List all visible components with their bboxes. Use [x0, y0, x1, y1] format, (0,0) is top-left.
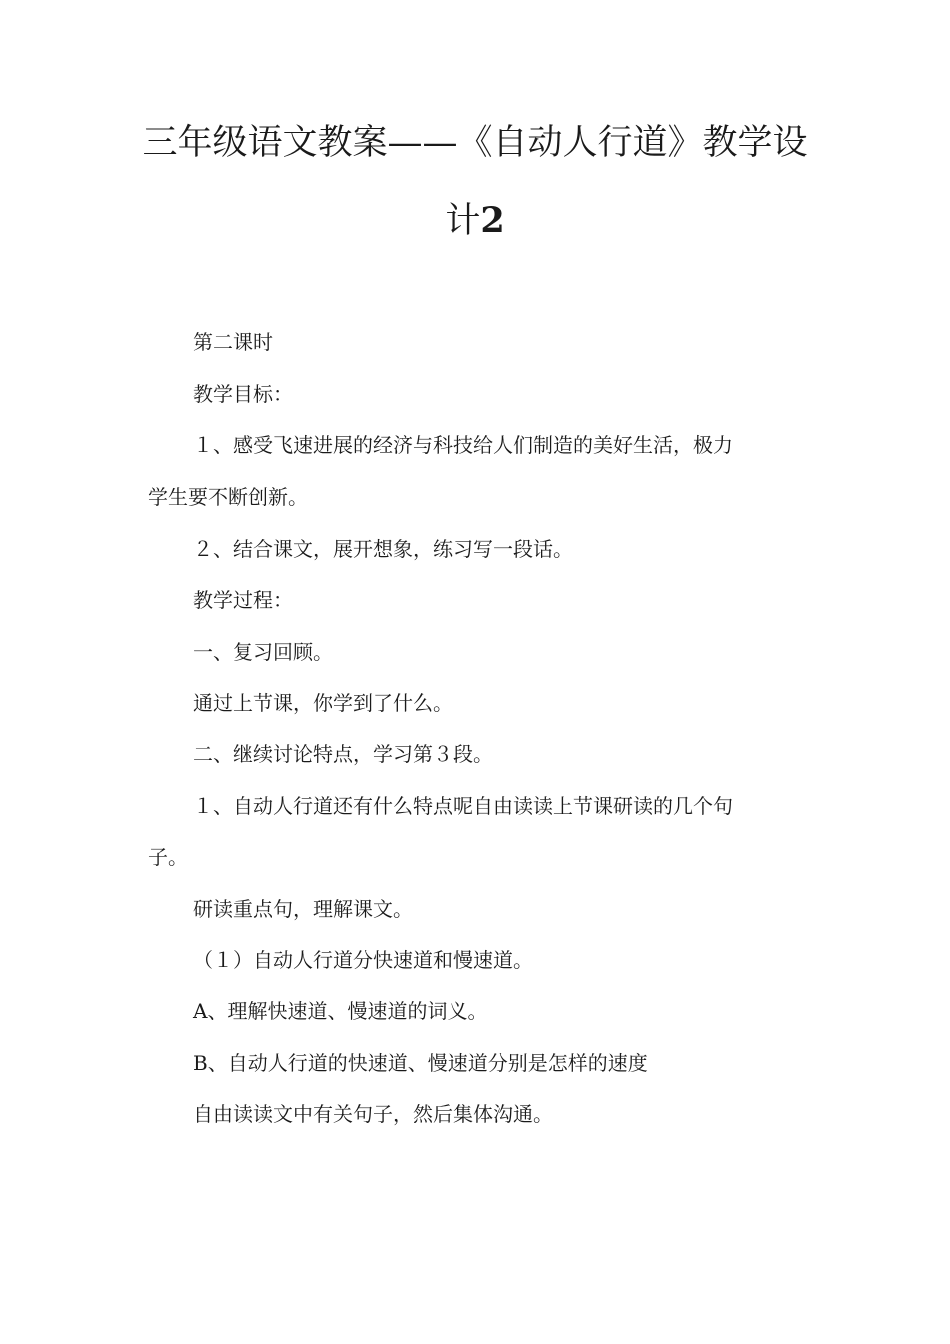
- paragraph-point-b: B、自动人行道的快速道、慢速道分别是怎样的速度: [193, 1051, 648, 1075]
- document-title-line-1: 三年级语文教案——《自动人行道》教学设: [142, 123, 808, 163]
- paragraph-teaching-goals-heading: 教学目标：: [193, 382, 293, 406]
- paragraph-point-1: （１）自动人行道分快速道和慢速道。: [193, 948, 533, 972]
- paragraph-lesson-period: 第二课时: [193, 330, 273, 354]
- paragraph-process-heading: 教学过程：: [193, 588, 293, 612]
- paragraph-section-2: 二、继续讨论特点，学习第３段。: [193, 742, 493, 766]
- paragraph-goal-1: １、感受飞速进展的经济与科技给人们制造的美好生活，极力: [193, 433, 733, 457]
- document-title-line-2: [140, 200, 810, 241]
- paragraph-goal-2: ２、结合课文，展开想象，练习写一段话。: [193, 537, 573, 561]
- paragraph-key-sentences: 研读重点句，理解课文。: [193, 897, 413, 921]
- paragraph-step-1: １、自动人行道还有什么特点呢自由读读上节课研读的几个句: [193, 794, 733, 818]
- title-line-2-number: 2: [480, 200, 505, 241]
- paragraph-section-1: 一、复习回顾。: [193, 640, 333, 664]
- paragraph-point-a: A、理解快速道、慢速道的词义。: [193, 999, 488, 1023]
- paragraph-review-question: 通过上节课，你学到了什么。: [193, 691, 453, 715]
- paragraph-free-reading: 自由读读文中有关句子，然后集体沟通。: [193, 1102, 553, 1126]
- title-line-2-text: 计: [445, 201, 481, 241]
- paragraph-step-1-continued: 子。: [148, 845, 188, 869]
- paragraph-goal-1-continued: 学生要不断创新。: [148, 485, 308, 509]
